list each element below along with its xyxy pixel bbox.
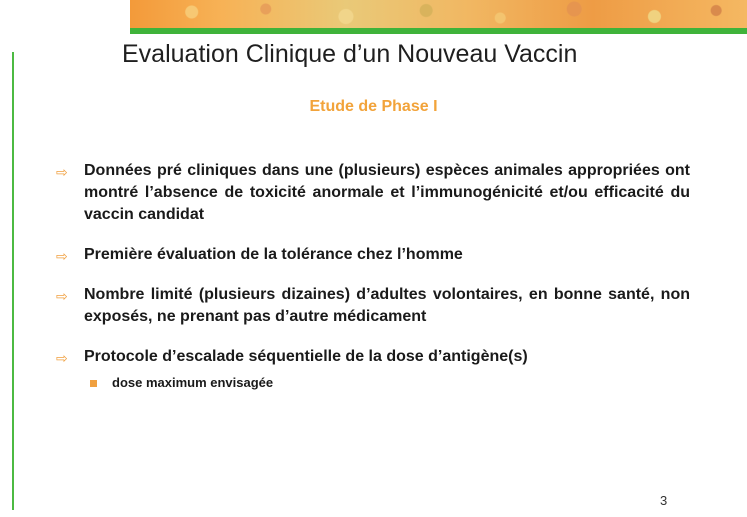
slide-subtitle: Etude de Phase I (309, 98, 438, 115)
list-item (56, 346, 690, 392)
left-rule (12, 52, 14, 510)
arrow-right-icon: ⇨ (56, 248, 68, 264)
square-bullet-icon (90, 380, 97, 387)
page-number: 3 (660, 493, 668, 508)
list-item (56, 160, 690, 226)
sub-list-item (90, 374, 690, 392)
arrow-right-icon: ⇨ (56, 164, 68, 180)
list-item (56, 284, 690, 328)
bullet-text: Protocole d’escalade séquentielle de la dose d’antigène(s) (84, 348, 528, 365)
bullet-text: Première évaluation de la tolérance chez l’homme (84, 246, 463, 263)
sub-bullet-text: dose maximum envisagée (112, 375, 274, 390)
slide-title: Evaluation Clinique d’un Nouveau Vaccin (122, 40, 578, 68)
bullet-list (56, 160, 690, 410)
arrow-right-icon: ⇨ (56, 350, 68, 366)
arrow-right-icon: ⇨ (56, 288, 68, 304)
bullet-text: Nombre limité (plusieurs dizaines) d’adultes volontaires, en bonne santé, non exposés, ne prenant pas d’autre médicament (84, 286, 690, 325)
bullet-text: Données pré cliniques dans une (plusieurs) espèces animales appropriées ont montré l’absence de toxicité anormale et l’immunogénicité et/ou efficacité du vaccin candidat (84, 162, 690, 223)
list-item (56, 244, 690, 266)
banner-divider (130, 28, 747, 34)
decorative-banner (130, 0, 747, 30)
